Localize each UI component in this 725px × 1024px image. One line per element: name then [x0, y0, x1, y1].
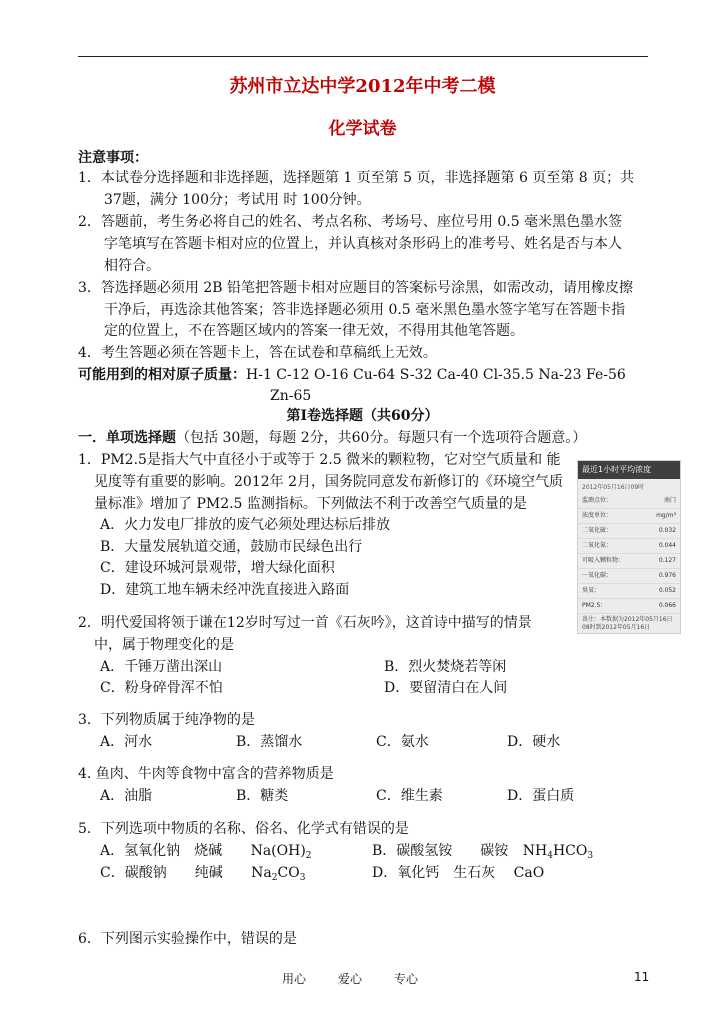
air-quality-value: 南门	[663, 497, 676, 504]
question-5-option-d: D．氧化钙 生石灰 CaO	[372, 865, 545, 881]
air-quality-date: 2012年05月16日09时	[582, 484, 645, 491]
question-1-option: D．建筑工地车辆未经冲洗直接进入路面	[100, 582, 350, 598]
air-quality-key: PM2.5：	[582, 602, 607, 609]
formula-part: Na(OH)	[250, 843, 306, 859]
air-quality-key: 可吸入颗粒物：	[582, 557, 625, 564]
question-3-option: B．蒸馏水	[236, 734, 303, 750]
air-quality-value: 0.976	[658, 572, 676, 579]
option-b-formula	[523, 843, 593, 859]
formula-sub: 2	[305, 851, 312, 861]
question-2-stem: 2．明代爱国将领于谦在12岁时写过一首《石灰吟》，这首诗中描写的情景	[78, 615, 532, 631]
notice-heading: 注意事项：	[78, 150, 148, 166]
option-b-name: B．碳酸氢铵 碳铵	[372, 843, 509, 859]
atomic-mass-values: H-1 C-12 O-16 Cu-64 S-32 Ca-40 Cl-35.5 Na-23 Fe-56	[246, 367, 626, 383]
air-quality-header: 最近1小时平均浓度	[578, 461, 680, 479]
formula-sub: 3	[587, 851, 594, 861]
air-quality-row	[578, 554, 680, 569]
air-quality-value: 0.066	[658, 602, 676, 609]
air-quality-key: 二氧化硫：	[582, 527, 613, 534]
air-quality-key: 一氧化碳：	[582, 572, 613, 579]
air-quality-value: 0.127	[658, 557, 676, 564]
notice-item: 1．本试卷分选择题和非选择题，选择题第 1 页至第 5 页，非选择题第 6 页至第 8 页；共	[78, 170, 635, 186]
air-quality-value: 0.052	[658, 587, 676, 594]
formula-sub: 2	[271, 873, 278, 883]
section-heading-desc: （包括 30题，每题 2分，共60分。每题只有一个选项符合题意。）	[176, 430, 587, 446]
air-quality-note: 备注：本数据为2012年05月16日08时到2012年05月16日	[582, 616, 673, 631]
question-4-stem: 4. 鱼肉、牛肉等食物中富含的营养物质是	[78, 766, 334, 782]
question-1-stem: 量标准》增加了 PM2.5 监测指标。下列做法不利于改善空气质量的是	[94, 496, 527, 512]
question-1-option: A．火力发电厂排放的废气必须处理达标后排放	[100, 517, 391, 533]
section-heading	[78, 428, 586, 448]
footer-motto-3: 专心	[394, 972, 419, 986]
notice-item: 4．考生答题必须在答题卡上，答在试卷和草稿纸上无效。	[78, 345, 437, 361]
air-quality-panel	[577, 460, 681, 634]
question-4-option: A．油脂	[100, 788, 153, 804]
question-3-stem: 3．下列物质属于纯净物的是	[78, 712, 255, 728]
subject-title: 化学试卷	[328, 119, 397, 139]
question-4-option: B．糖类	[236, 788, 289, 804]
atomic-mass-label: 可能用到的相对原子质量：	[78, 367, 246, 383]
section-heading-label: 一．单项选择题	[78, 430, 176, 446]
option-c-formula	[251, 865, 305, 881]
air-quality-row	[578, 524, 680, 539]
footer-motto-1: 用心	[282, 972, 307, 986]
air-quality-key: 二氧化氮：	[582, 542, 613, 549]
page-number: 11	[634, 970, 650, 984]
air-quality-row	[578, 584, 680, 599]
air-quality-row	[578, 539, 680, 554]
question-1-option: C．建设环城河景观带，增大绿化面积	[100, 560, 335, 576]
notice-item: 3．答选择题必须用 2B 铅笔把答题卡相对应题目的答案标号涂黑，如需改动，请用橡皮擦	[78, 280, 634, 296]
question-5-stem: 5．下列选项中物质的名称、俗名、化学式有错误的是	[78, 821, 409, 837]
question-3-option: C．氨水	[376, 734, 429, 750]
question-4-option: C．维生素	[376, 788, 443, 804]
air-quality-row	[578, 509, 680, 524]
school-title: 苏州市立达中学2012年中考二模	[229, 76, 496, 97]
atomic-mass-values-cont: Zn-65	[270, 388, 312, 404]
question-2-option-c: C．粉身碎骨浑不怕	[100, 680, 223, 696]
option-a-formula	[251, 843, 312, 859]
air-quality-value: 0.032	[658, 527, 676, 534]
atomic-mass-line	[78, 365, 626, 385]
question-2-option-a: A．千锤万凿出深山	[100, 659, 223, 675]
question-2-stem: 中，属于物理变化的是	[94, 637, 234, 653]
notice-item: 37题，满分 100分；考试用 时 100分钟。	[104, 192, 371, 208]
header-rule	[78, 56, 648, 57]
formula-part: Na	[251, 865, 272, 881]
notice-item: 字笔填写在答题卡相对应的位置上，并认真核对条形码上的准考号、姓名是否与本人	[104, 236, 622, 252]
air-quality-key: 臭氧：	[582, 587, 601, 594]
air-quality-value: 0.044	[658, 542, 676, 549]
air-quality-key: 浓度单位：	[582, 512, 613, 519]
air-quality-row	[578, 569, 680, 584]
question-6-stem: 6．下列图示实验操作中，错误的是	[78, 931, 297, 947]
question-2-option-d: D．要留清白在人间	[384, 680, 508, 696]
question-1-option: B．大量发展轨道交通，鼓励市民绿色出行	[100, 539, 363, 555]
question-5-option-a	[100, 841, 312, 861]
question-1-stem: 见度等有重要的影响。2012年 2月，国务院同意发布新修订的《环境空气质	[94, 474, 563, 490]
option-c-name: C．碳酸钠 纯碱	[100, 865, 223, 881]
formula-sub: 3	[299, 873, 306, 883]
air-quality-key: 监测点位：	[582, 497, 613, 504]
notice-item: 2．答题前，考生务必将自己的姓名、考点名称、考场号、座位号用 0.5 毫米黑色墨水签	[78, 214, 623, 230]
air-quality-row	[578, 599, 680, 614]
question-5-option-b	[372, 841, 593, 861]
question-1-stem: 1．PM2.5是指大气中直径小于或等于 2.5 微米的颗粒物，它对空气质量和 能	[78, 452, 561, 468]
formula-part: CO	[277, 865, 300, 881]
question-4-option: D．蛋白质	[507, 788, 575, 804]
air-quality-row	[578, 494, 680, 509]
formula-part: NH	[522, 843, 548, 859]
option-a-name: A．氢氧化钠 烧碱	[100, 843, 223, 859]
section-title: 第Ⅰ卷选择题（共60分）	[286, 408, 439, 424]
formula-part: HCO	[552, 843, 588, 859]
question-5-option-c	[100, 863, 305, 883]
question-2-option-b: B．烈火焚烧若等闲	[384, 659, 507, 675]
footer-motto-2: 爱心	[338, 972, 363, 986]
question-3-option: D．硬水	[507, 734, 561, 750]
air-quality-value: mg/m³	[656, 512, 676, 519]
notice-item: 定的位置上，不在答题区域内的答案一律无效，不得用其他笔答题。	[104, 323, 524, 339]
notice-item: 干净后，再选涂其他答案；答非选择题必须用 0.5 毫米黑色墨水签字笔写在答题卡指	[104, 302, 626, 318]
notice-item: 相符合。	[104, 258, 160, 274]
question-3-option: A．河水	[100, 734, 153, 750]
formula-sub: 4	[547, 851, 553, 861]
